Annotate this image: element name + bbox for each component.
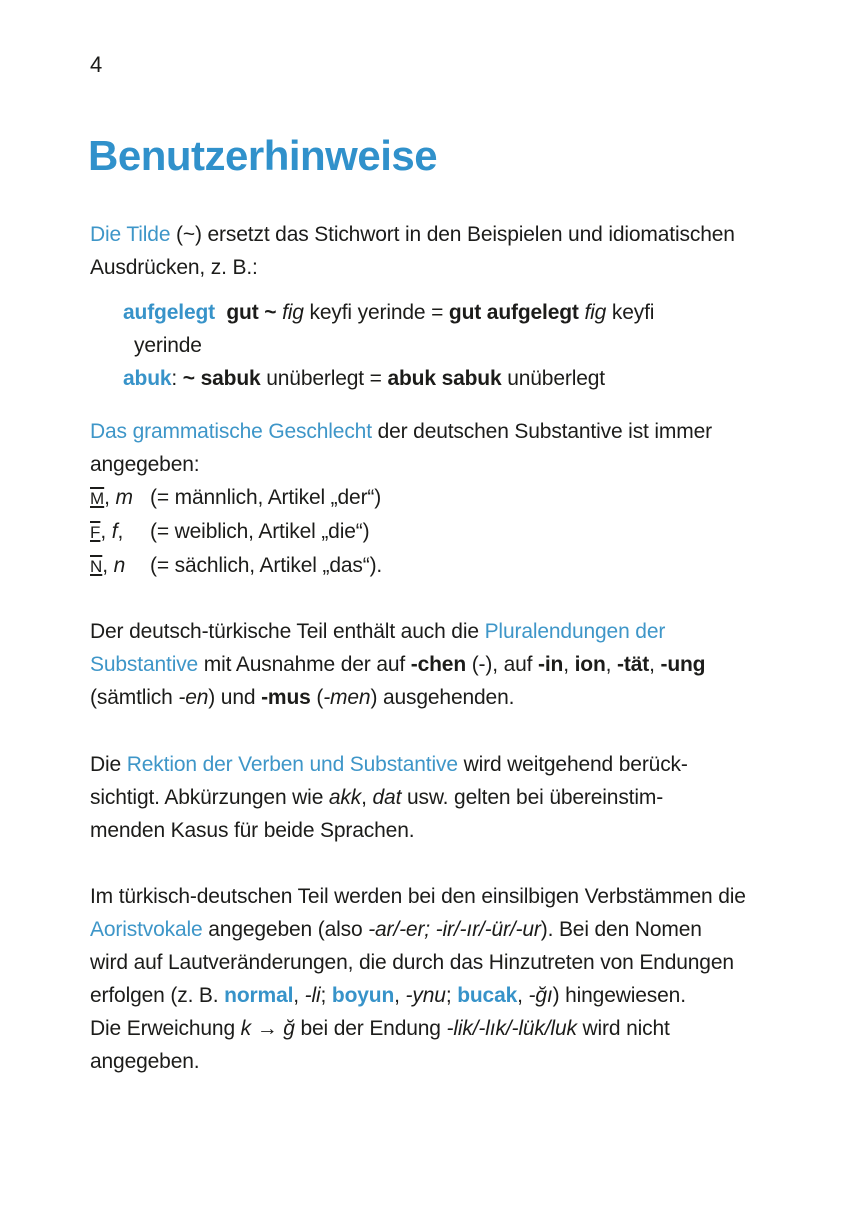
text-segment-r: (sämtlich — [90, 686, 179, 709]
text-cell — [90, 648, 705, 681]
text-segment-r: , — [117, 520, 124, 543]
text-segment-r: wird nicht — [576, 1017, 670, 1040]
text-segment-r: ; — [320, 984, 332, 1007]
text-line — [90, 615, 815, 648]
page-number: 4 — [90, 52, 103, 77]
text-cell — [90, 415, 712, 448]
text-segment-i: -ynu — [405, 984, 446, 1007]
text-cell — [90, 781, 663, 814]
text-segment-r: angegeben (also — [202, 918, 369, 941]
text-line — [90, 946, 815, 979]
text-segment-r: der deutschen Substantive ist immer — [371, 420, 712, 443]
text-segment-bl: Die Tilde — [90, 223, 171, 246]
text-segment-i: -en — [178, 686, 209, 709]
text-segment-r: usw. gelten bei übereinstim- — [401, 786, 664, 809]
text-line — [90, 748, 815, 781]
text-segment-r: mit Ausnahme der auf — [198, 653, 411, 676]
text-segment-r: unüberlegt = — [260, 367, 388, 390]
text-segment-r: , — [361, 786, 373, 809]
text-segment-b: gut ~ — [226, 301, 277, 324]
text-line — [90, 1045, 815, 1078]
paragraph-pluralendungen — [90, 615, 815, 714]
text-cell — [123, 362, 605, 395]
text-cell — [90, 979, 686, 1012]
text-segment-bl: Substantive — [90, 653, 199, 676]
text-cell — [90, 549, 150, 583]
text-segment-i: dat — [372, 786, 402, 809]
text-segment-r: Im türkisch-deutschen Teil werden bei den einsilbigen Verbstämmen die — [90, 885, 746, 908]
text-cell — [90, 615, 665, 648]
text-segment-bb: normal — [224, 984, 294, 1007]
text-cell — [90, 515, 150, 549]
text-cell — [150, 481, 381, 514]
text-segment-bb: boyun — [331, 984, 395, 1007]
text-segment-bb: bucak — [457, 984, 518, 1007]
text-segment-b: gut aufgelegt — [448, 301, 579, 324]
paragraph-aoristvokale — [90, 880, 815, 1078]
text-cell — [90, 481, 150, 515]
paragraph-tilde — [90, 218, 815, 284]
text-segment-b: -mus — [261, 686, 311, 709]
text-cell — [123, 296, 654, 329]
text-segment-b: ion — [574, 653, 606, 676]
text-segment-b: -ung — [660, 653, 706, 676]
text-segment-bl: Rektion der Verben und Substantive — [126, 753, 458, 776]
text-segment-i: ğ — [283, 1017, 295, 1040]
text-line — [90, 515, 815, 549]
text-segment-r: , — [104, 486, 116, 509]
example-block — [90, 296, 815, 395]
text-segment-r: , — [293, 984, 305, 1007]
text-segment-r: angegeben. — [90, 1050, 200, 1073]
text-line — [90, 481, 815, 515]
text-segment-r: Die — [90, 753, 127, 776]
text-segment-mfn: F — [90, 523, 101, 542]
text-cell — [90, 913, 702, 946]
text-segment-r: (~) ersetzt das Stichwort in den Beispielen und idiomatischen — [170, 223, 735, 246]
text-cell — [90, 946, 734, 979]
text-segment-r: ) hingewiesen. — [552, 984, 686, 1007]
text-segment-bl: Das grammatische Geschlecht — [90, 420, 372, 443]
text-cell — [150, 549, 382, 582]
text-segment-i: fig — [282, 301, 304, 324]
text-segment-r: , — [649, 653, 661, 676]
text-segment-i: -ğı — [528, 984, 553, 1007]
text-segment-r: keyfi — [606, 301, 655, 324]
text-cell — [134, 329, 202, 362]
text-segment-r: wird weitgehend berück- — [457, 753, 688, 776]
text-segment-mfn: N — [90, 557, 103, 576]
text-segment-r: keyfi yerinde = — [303, 301, 449, 324]
text-segment-r: → — [251, 1017, 284, 1040]
text-line — [90, 296, 815, 329]
text-line — [90, 648, 815, 681]
paragraph-rektion — [90, 748, 815, 847]
text-segment-i: -ar/-er; -ir/-ır/-ür/-ur — [368, 918, 541, 941]
text-line — [90, 681, 815, 714]
text-segment-b: abuk sabuk — [387, 367, 502, 390]
text-segment-r: ) und — [208, 686, 262, 709]
text-segment-i: f — [111, 520, 118, 543]
text-segment-b: -tät — [617, 653, 650, 676]
text-segment-r: (-), auf — [466, 653, 539, 676]
text-line — [90, 251, 815, 284]
text-segment-r — [215, 301, 226, 324]
text-segment-r: sichtigt. Abkürzungen wie — [90, 786, 329, 809]
text-segment-b: -chen — [410, 653, 467, 676]
text-segment-mfn: M — [90, 489, 105, 508]
text-segment-r: ; — [445, 984, 458, 1007]
text-segment-r: wird auf Lautveränderungen, die durch das Hinzutreten von Endungen — [90, 951, 734, 974]
text-cell — [90, 448, 199, 481]
text-segment-r: ( — [310, 686, 324, 709]
text-cell — [90, 1012, 670, 1045]
text-segment-i: -li — [304, 984, 321, 1007]
text-segment-r: , — [100, 520, 112, 543]
text-segment-bb: abuk — [123, 367, 172, 390]
text-cell — [90, 880, 746, 913]
text-segment-i: akk — [328, 786, 362, 809]
text-line — [90, 549, 815, 583]
text-line — [90, 415, 815, 448]
text-segment-r: Ausdrücken, z. B.: — [90, 256, 258, 279]
text-segment-r: unüberlegt — [501, 367, 605, 390]
text-cell — [90, 251, 258, 284]
text-cell — [90, 1045, 199, 1078]
text-line — [90, 362, 815, 395]
text-segment-r: , — [517, 984, 529, 1007]
text-segment-r: (= sächlich, Artikel „das“). — [150, 554, 383, 577]
text-segment-r: , — [394, 984, 406, 1007]
text-line — [90, 329, 815, 362]
text-line — [90, 880, 815, 913]
text-line — [90, 913, 815, 946]
text-segment-r: , — [102, 554, 114, 577]
text-line — [90, 448, 815, 481]
text-line — [90, 1012, 815, 1045]
paragraph-genus — [90, 415, 815, 583]
text-segment-r: menden Kasus für beide Sprachen. — [90, 819, 415, 842]
text-line — [90, 979, 815, 1012]
text-segment-i: -lik/-lık/-lük/luk — [446, 1017, 577, 1040]
text-segment-r: : — [171, 367, 183, 390]
text-segment-i: m — [115, 486, 133, 509]
text-segment-r: , — [605, 653, 618, 676]
text-segment-r: yerinde — [134, 334, 202, 357]
text-segment-b: -in — [538, 653, 564, 676]
text-segment-bb: aufgelegt — [123, 301, 215, 324]
text-segment-i: fig — [584, 301, 607, 324]
text-segment-r: Die Erweichung — [90, 1017, 241, 1040]
text-segment-r: ) ausgehenden. — [370, 686, 515, 709]
text-line — [90, 218, 815, 251]
text-cell — [90, 218, 735, 251]
text-segment-r: (= weiblich, Artikel „die“) — [150, 520, 370, 543]
text-line — [90, 781, 815, 814]
text-segment-r: Der deutsch-türkische Teil enthält auch die — [90, 620, 485, 643]
text-segment-r: , — [563, 653, 575, 676]
text-line — [90, 814, 815, 847]
text-segment-i: -men — [323, 686, 371, 709]
text-cell — [90, 748, 688, 781]
text-segment-i: k — [240, 1017, 252, 1040]
text-segment-r: erfolgen (z. B. — [90, 984, 225, 1007]
text-segment-bl: Aoristvokale — [90, 918, 203, 941]
page-title: Benutzerhinweise — [88, 132, 438, 179]
text-cell — [90, 814, 414, 847]
text-segment-i: n — [113, 554, 126, 577]
text-segment-r: bei der Endung — [294, 1017, 447, 1040]
text-segment-r: angegeben: — [90, 453, 200, 476]
text-segment-r: ). Bei den Nomen — [540, 918, 702, 941]
text-segment-r: (= männlich, Artikel „der“) — [150, 486, 382, 509]
text-cell — [150, 515, 369, 548]
text-segment-b: ~ sabuk — [182, 367, 261, 390]
text-segment-bl: Pluralendungen der — [484, 620, 666, 643]
text-cell — [90, 681, 514, 714]
